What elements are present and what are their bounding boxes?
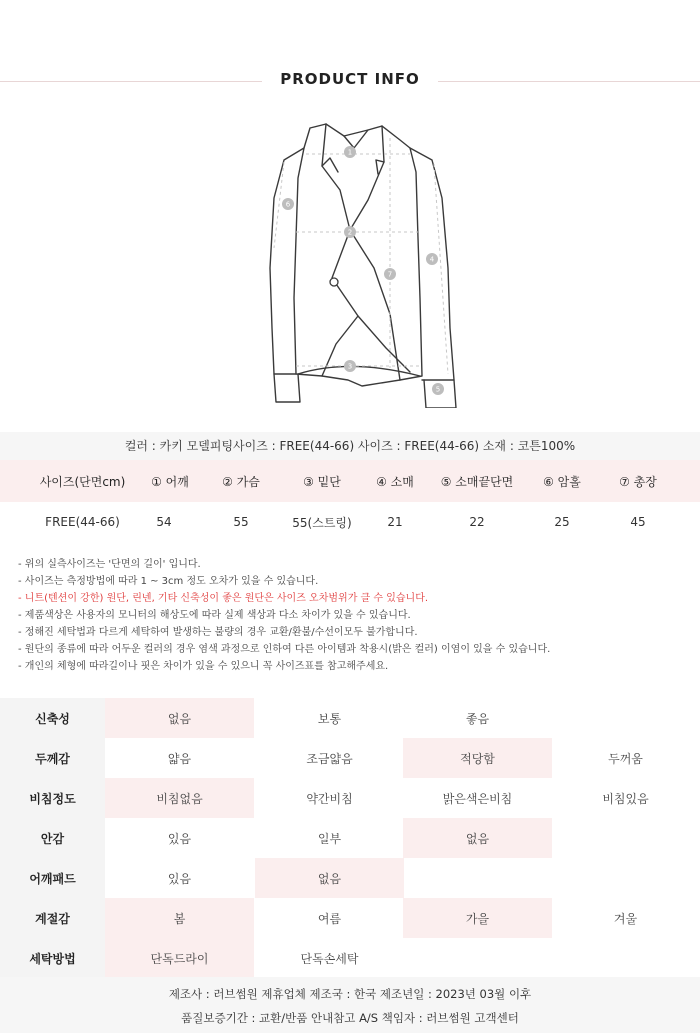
warranty-line: 품질보증기간 : 교환/반품 안내참고 A/S 책임자 : 러브썸원 고객센터	[181, 1011, 519, 1025]
note-line: - 제품색상은 사용자의 모니터의 해상도에 따라 실제 색상과 다소 차이가 있을 수 있습니다.	[18, 610, 411, 621]
cuff-value: 22	[469, 515, 485, 529]
attr-option: 있음	[167, 871, 192, 886]
section-header	[0, 66, 700, 98]
note-line-warning: - 니트(텐션이 강한) 원단, 린넨, 기타 신축성이 좋은 원단은 사이즈 오차범위가 클 수 있습니다.	[18, 593, 429, 604]
attr-option: 조금얇음	[306, 751, 353, 766]
note-line: - 정해진 세탁법과 다르게 세탁하여 발생하는 불량의 경우 교환/환불/수선이모두 불가합니다.	[18, 627, 418, 638]
hem-value: 55(스트링)	[292, 515, 352, 530]
sleeve-value: 21	[387, 515, 403, 529]
sleeve-col-header: ④ 소매	[376, 474, 414, 489]
attr-label: 어깨패드	[0, 858, 105, 898]
manufacturer-info	[0, 977, 700, 1033]
attr-option-selected: 없음	[255, 858, 404, 898]
divider-line	[0, 81, 262, 82]
attr-row-sheerness	[0, 778, 700, 818]
shoulder-value: 54	[156, 515, 172, 529]
shoulder-col-header: ① 어깨	[151, 474, 189, 489]
length-value: 45	[630, 515, 646, 529]
attr-label: 계절감	[0, 898, 105, 938]
attr-option: 좋음	[465, 711, 490, 726]
attr-option: 있음	[167, 831, 192, 846]
attr-row-season	[0, 898, 700, 938]
chest-value: 55	[233, 515, 249, 529]
note-line: - 개인의 체형에 따라길이나 핏은 차이가 있을 수 있으니 꼭 사이즈표를 참고해주세요.	[18, 661, 389, 672]
length-col-header: ⑦ 총장	[619, 474, 657, 489]
attr-row-stretch	[0, 698, 700, 738]
attr-row-washing	[0, 938, 700, 978]
attr-row-lining	[0, 818, 700, 858]
marker-1: 1	[347, 148, 353, 157]
attr-option-selected: 가을	[403, 898, 552, 938]
marker-7: 7	[387, 270, 393, 279]
page-title: PRODUCT INFO	[280, 70, 420, 88]
attr-row-shoulder-pad	[0, 858, 700, 898]
marker-3: 3	[347, 362, 353, 371]
note-line: - 위의 실측사이즈는 '단면의 길이' 입니다.	[18, 559, 201, 570]
marker-6: 6	[285, 200, 291, 209]
hem-col-header: ③ 밑단	[303, 474, 341, 489]
attr-label: 신축성	[0, 698, 105, 738]
attr-option: 단독손세탁	[300, 951, 359, 966]
size-table-row	[0, 502, 700, 542]
attr-option: 일부	[317, 831, 342, 846]
attr-option-selected: 봄	[105, 898, 254, 938]
marker-5: 5	[435, 385, 441, 394]
armhole-value: 25	[554, 515, 570, 529]
attr-row-thickness	[0, 738, 700, 778]
attr-option-selected: 없음	[105, 698, 254, 738]
attr-option-selected: 없음	[403, 818, 552, 858]
jacket-diagram	[250, 118, 470, 408]
attr-option-selected: 적당함	[403, 738, 552, 778]
cuff-col-header: ⑤ 소매끝단면	[440, 474, 514, 489]
attr-label: 비침정도	[0, 778, 105, 818]
divider-line	[438, 81, 700, 82]
manufacturer-line: 제조사 : 러브썸원 제휴업체 제조국 : 한국 제조년일 : 2023년 03월 이후	[168, 987, 532, 1001]
attr-option: 여름	[317, 911, 342, 926]
attr-option: 겨울	[613, 911, 638, 926]
attr-option: 보통	[317, 711, 342, 726]
attr-option-selected: 비침없음	[105, 778, 254, 818]
attr-option: 얇음	[167, 751, 192, 766]
chest-col-header: ② 가슴	[222, 474, 260, 489]
attr-label: 세탁방법	[0, 938, 105, 978]
attr-label: 두께감	[0, 738, 105, 778]
size-col-header: 사이즈(단면cm)	[39, 474, 126, 489]
size-value: FREE(44-66)	[45, 515, 120, 529]
attr-label: 안감	[0, 818, 105, 858]
attr-option-selected: 단독드라이	[105, 938, 254, 978]
attr-option: 밝은색은비침	[442, 791, 513, 806]
note-line: - 사이즈는 측정방법에 따라 1 ~ 3cm 정도 오차가 있을 수 있습니다.	[18, 576, 319, 587]
armhole-col-header: ⑥ 암홀	[543, 474, 581, 489]
attr-option: 비침있음	[602, 791, 649, 806]
product-info-line: 컬러 : 카키 모델피팅사이즈 : FREE(44-66) 사이즈 : FREE(44-66) 소재 : 코튼100%	[0, 432, 700, 460]
note-line: - 원단의 종류에 따라 어두운 컬러의 경우 염색 과정으로 인하여 다른 아이템과 착용시(밝은 컬러) 이염이 있을 수 있습니다.	[18, 644, 551, 655]
size-table-header	[0, 460, 700, 502]
size-notes	[18, 556, 698, 675]
marker-4: 4	[429, 255, 435, 264]
attr-option: 약간비침	[306, 791, 353, 806]
marker-2: 2	[347, 228, 353, 237]
attr-option: 두꺼움	[608, 751, 643, 766]
